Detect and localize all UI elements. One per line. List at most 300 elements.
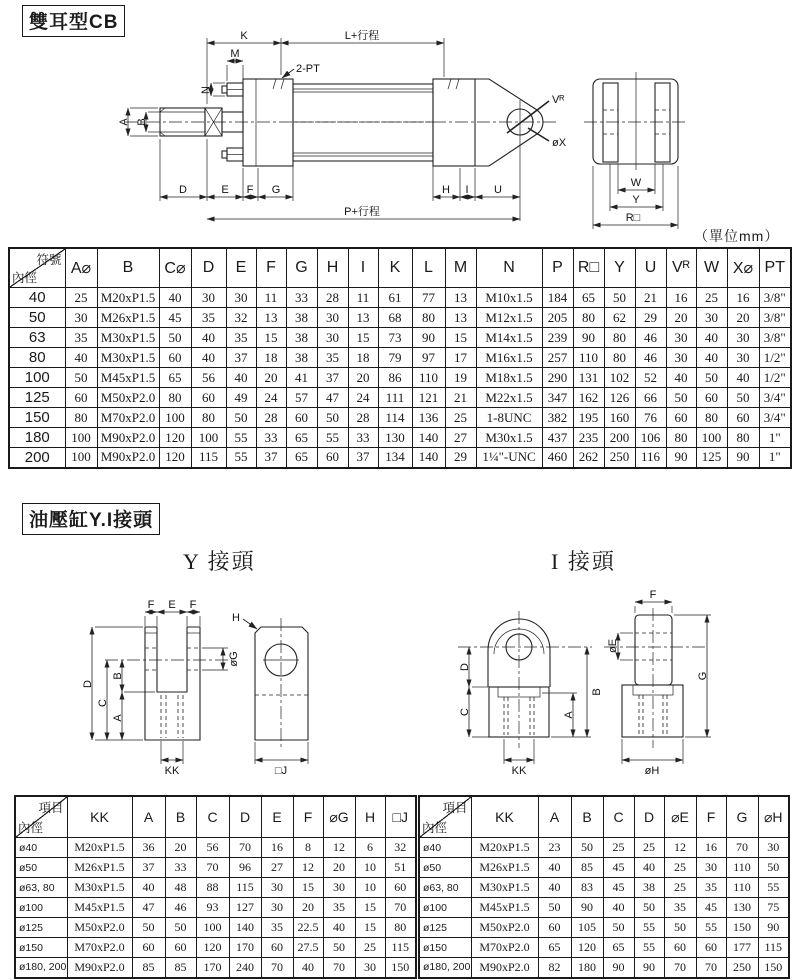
dim-label-oe: øE [607, 638, 619, 654]
cell: M26xP1.5 [67, 858, 132, 878]
cell: 10 [355, 878, 385, 898]
cell: 15 [293, 878, 323, 898]
table-row [419, 838, 789, 858]
cell: 80 [666, 428, 696, 448]
cell: 110 [726, 878, 758, 898]
cell: 126 [604, 388, 635, 408]
cb-side-dimensions [118, 28, 567, 219]
cell: 121 [412, 388, 445, 408]
cell: 90 [412, 328, 445, 348]
cell: M90xP2.0 [97, 448, 159, 468]
cell: 80 [65, 408, 97, 428]
table-row [9, 308, 791, 328]
cell: 73 [378, 328, 412, 348]
table-row [9, 448, 791, 468]
dim-label-g: G [271, 184, 281, 196]
cell: 85 [165, 958, 196, 978]
cell: 40 [293, 958, 323, 978]
cell: 45 [696, 898, 726, 918]
cell: 11 [348, 288, 378, 308]
corner-label-item: 項目 [38, 801, 64, 815]
cell: 30 [226, 288, 256, 308]
cell: 140 [229, 918, 261, 938]
dim-label-f1: F [147, 599, 155, 611]
cell: 70 [664, 958, 696, 978]
y-joint-table [14, 795, 417, 979]
cell: 50 [132, 918, 165, 938]
cell: 3/8" [759, 288, 791, 308]
cell: 3/8" [759, 328, 791, 348]
corner-header [9, 248, 65, 288]
cell: 65 [159, 368, 191, 388]
cell: 38 [286, 308, 317, 328]
cell: 40 [727, 368, 759, 388]
cell: 6 [355, 838, 385, 858]
column-header: B [165, 796, 196, 838]
cell: 50 [664, 918, 696, 938]
cell: M12x1.5 [476, 308, 542, 328]
column-header: F [293, 796, 323, 838]
table-row [15, 898, 416, 918]
cell: 10 [355, 858, 385, 878]
cell: 235 [573, 428, 604, 448]
cell: 13 [445, 288, 476, 308]
dim-label-c: C [97, 699, 109, 707]
cell: 115 [758, 938, 789, 958]
cell: 82 [538, 958, 571, 978]
cell: 20 [293, 898, 323, 918]
cell: 20 [256, 368, 286, 388]
cell: 35 [696, 878, 726, 898]
cell: 250 [604, 448, 635, 468]
table-row [9, 368, 791, 388]
dim-label-kk: KK [164, 765, 180, 777]
cell: 52 [635, 368, 666, 388]
cell: 36 [132, 838, 165, 858]
column-header: B [97, 248, 159, 288]
cell: M70xP2.0 [471, 938, 538, 958]
row-label: 80 [9, 348, 65, 368]
cell: 140 [412, 448, 445, 468]
dim-label-e: E [221, 184, 229, 196]
corner-label-symbol: 符號 [36, 253, 62, 267]
cell: 102 [604, 368, 635, 388]
cell: 100 [696, 428, 727, 448]
cb-side-view [125, 79, 558, 221]
table-row [419, 898, 789, 918]
cell: 100 [159, 408, 191, 428]
table-row [9, 388, 791, 408]
cell: 19 [445, 368, 476, 388]
cell: 25 [696, 288, 727, 308]
cell: 80 [696, 408, 727, 428]
cell: 30 [261, 898, 293, 918]
cell: 35 [226, 328, 256, 348]
cell: 35 [664, 898, 696, 918]
row-label: ø125 [419, 918, 471, 938]
cell: 134 [378, 448, 412, 468]
cell: 290 [542, 368, 573, 388]
cell: M20xP1.5 [97, 288, 159, 308]
column-header: C⌀ [159, 248, 191, 288]
column-header: G [726, 796, 758, 838]
cell: M45xP1.5 [471, 898, 538, 918]
cell: 65 [286, 428, 317, 448]
cell: M10x1.5 [476, 288, 542, 308]
cell: 60 [666, 408, 696, 428]
cell: 170 [196, 958, 229, 978]
cell: 16 [727, 288, 759, 308]
cell: 55 [634, 918, 664, 938]
cell: 106 [635, 428, 666, 448]
cell: 120 [196, 938, 229, 958]
cell: 12 [323, 838, 355, 858]
row-label: ø40 [419, 838, 471, 858]
row-label: 125 [9, 388, 65, 408]
cell: 120 [159, 428, 191, 448]
cell: 33 [165, 858, 196, 878]
cell: 13 [445, 308, 476, 328]
cell: 37 [348, 448, 378, 468]
cell: 15 [355, 898, 385, 918]
cell: 1" [759, 448, 791, 468]
cell: 56 [196, 838, 229, 858]
cell: 111 [378, 388, 412, 408]
table-row [419, 918, 789, 938]
column-header: F [256, 248, 286, 288]
cell: 25 [634, 838, 664, 858]
cell: 24 [256, 388, 286, 408]
dim-label-u: U [494, 184, 502, 196]
column-header: Vᴿ [666, 248, 696, 288]
cell: 37 [256, 448, 286, 468]
cell: 38 [286, 328, 317, 348]
cell: 105 [571, 918, 603, 938]
cell: 184 [542, 288, 573, 308]
cell: 13 [348, 308, 378, 328]
cell: 45 [159, 308, 191, 328]
cell: 56 [191, 368, 226, 388]
cell: 80 [385, 918, 416, 938]
cell: 24 [348, 388, 378, 408]
cell: 30 [696, 858, 726, 878]
row-label: ø50 [419, 858, 471, 878]
row-label: ø100 [419, 898, 471, 918]
cell: 70 [323, 958, 355, 978]
dim-label-a: A [118, 118, 130, 126]
cell: 60 [664, 938, 696, 958]
column-header: M [445, 248, 476, 288]
row-label: ø180, 200 [419, 958, 471, 978]
cell: 45 [603, 878, 634, 898]
column-header: U [635, 248, 666, 288]
cell: 61 [378, 288, 412, 308]
cell: 15 [445, 328, 476, 348]
dim-label-b: B [112, 672, 124, 680]
cell: 70 [696, 958, 726, 978]
cell: 85 [132, 958, 165, 978]
column-header: F [696, 796, 726, 838]
cell: 25 [65, 288, 97, 308]
cell: 90 [727, 448, 759, 468]
column-header: ⌀G [323, 796, 355, 838]
cell: 120 [159, 448, 191, 468]
cell: 90 [603, 958, 634, 978]
cell: M90xP2.0 [97, 428, 159, 448]
cell: 17 [445, 348, 476, 368]
cell: 239 [542, 328, 573, 348]
row-label: ø63, 80 [419, 878, 471, 898]
cell: 86 [378, 368, 412, 388]
cell: 60 [191, 388, 226, 408]
cell: 15 [348, 328, 378, 348]
dim-label-f: F [246, 184, 254, 196]
table-row [419, 938, 789, 958]
cell: M50xP2.0 [67, 918, 132, 938]
table-row [419, 878, 789, 898]
column-header: R□ [573, 248, 604, 288]
cell: 80 [191, 408, 226, 428]
cell: 100 [65, 428, 97, 448]
column-header: P [542, 248, 573, 288]
column-header: KK [471, 796, 538, 838]
cell: 150 [758, 958, 789, 978]
cell: 18 [256, 348, 286, 368]
cell: 90 [758, 918, 789, 938]
cell: 27.5 [293, 938, 323, 958]
cell: 8 [293, 838, 323, 858]
cell: 75 [758, 898, 789, 918]
table-row [15, 838, 416, 858]
cell: 33 [256, 428, 286, 448]
cell: M45xP1.5 [67, 898, 132, 918]
corner-header [419, 796, 471, 838]
cell: 25 [603, 838, 634, 858]
cell: 50 [634, 898, 664, 918]
column-header: PT [759, 248, 791, 288]
cell: 116 [635, 448, 666, 468]
cell: M30xP1.5 [97, 328, 159, 348]
dim-label-a: A [112, 714, 124, 722]
cell: M30xP1.5 [471, 878, 538, 898]
dim-label-r: R□ [625, 212, 641, 224]
cell: 50 [696, 368, 727, 388]
cell: 140 [412, 428, 445, 448]
cell: 130 [726, 898, 758, 918]
column-header: D [229, 796, 261, 838]
cell: 15 [355, 918, 385, 938]
cell: 65 [573, 288, 604, 308]
cell: 80 [573, 308, 604, 328]
cell: 83 [571, 878, 603, 898]
cell: 88 [196, 878, 229, 898]
cell: 46 [635, 348, 666, 368]
column-header: N [476, 248, 542, 288]
cell: 16 [666, 288, 696, 308]
cell: 13 [256, 308, 286, 328]
dim-label-og: øG [228, 651, 240, 667]
cell: 60 [696, 388, 727, 408]
corner-label-bore: 內徑 [12, 271, 38, 285]
cell: 77 [412, 288, 445, 308]
cell: M14x1.5 [476, 328, 542, 348]
column-header: B [571, 796, 603, 838]
dim-label-w: W [630, 177, 642, 189]
cell: 150 [385, 958, 416, 978]
cell: 115 [191, 448, 226, 468]
cell: 1" [759, 428, 791, 448]
cell: 30 [727, 348, 759, 368]
dim-label-j: □J [274, 765, 288, 777]
cell: M45xP1.5 [97, 368, 159, 388]
row-label: 200 [9, 448, 65, 468]
table-row [9, 428, 791, 448]
table-row [15, 918, 416, 938]
corner-label-bore: 內徑 [422, 821, 448, 835]
cell: 79 [378, 348, 412, 368]
cell: 55 [226, 428, 256, 448]
column-header: K [378, 248, 412, 288]
cell: 41 [286, 368, 317, 388]
cell: M26xP1.5 [97, 308, 159, 328]
column-header: □J [385, 796, 416, 838]
cell: 16 [696, 838, 726, 858]
cell: 100 [196, 918, 229, 938]
column-header: I [348, 248, 378, 288]
cell: 29 [445, 448, 476, 468]
cell: 160 [604, 408, 635, 428]
cell: 30 [666, 348, 696, 368]
cell: 40 [65, 348, 97, 368]
dim-label-h: H [232, 612, 240, 624]
row-label: 63 [9, 328, 65, 348]
cell: 1¼"-UNC [476, 448, 542, 468]
cell: 80 [604, 328, 635, 348]
dim-label-m: M [230, 48, 240, 60]
cell: 262 [573, 448, 604, 468]
cell: 27 [445, 428, 476, 448]
cell: 12 [664, 838, 696, 858]
column-header: W [696, 248, 727, 288]
cell: 57 [286, 388, 317, 408]
cell: 40 [538, 858, 571, 878]
cell: 20 [165, 838, 196, 858]
cell: 80 [727, 428, 759, 448]
cell: 27 [261, 858, 293, 878]
cell: 45 [603, 858, 634, 878]
cell: 40 [226, 368, 256, 388]
cell: 62 [604, 308, 635, 328]
cell: 65 [286, 448, 317, 468]
cell: 162 [573, 388, 604, 408]
cell: 97 [412, 348, 445, 368]
cell: 100 [191, 428, 226, 448]
row-label: ø180, 200 [15, 958, 67, 978]
yi-joint-drawing [0, 578, 800, 790]
cell: 70 [261, 958, 293, 978]
dim-label-d: D [179, 184, 187, 196]
cell: 68 [378, 308, 412, 328]
cell: M22x1.5 [476, 388, 542, 408]
cell: 177 [726, 938, 758, 958]
cell: 60 [727, 408, 759, 428]
dim-label-i: I [465, 184, 469, 196]
cell: 40 [696, 328, 727, 348]
section-title-cb: 雙耳型CB [22, 5, 125, 37]
cell: 46 [165, 898, 196, 918]
cell: 50 [538, 898, 571, 918]
cell: 60 [286, 408, 317, 428]
cell: M30x1.5 [476, 428, 542, 448]
cell: 96 [229, 858, 261, 878]
cell: 18 [348, 348, 378, 368]
cell: 150 [726, 918, 758, 938]
column-header: D [634, 796, 664, 838]
cell: 28 [317, 288, 348, 308]
row-label: ø125 [15, 918, 67, 938]
table-row [9, 348, 791, 368]
dim-label-l-stroke: L+行程 [344, 30, 380, 42]
cell: 131 [573, 368, 604, 388]
cell: 40 [191, 348, 226, 368]
cell: 180 [571, 958, 603, 978]
cell: M70xP2.0 [67, 938, 132, 958]
cell: M50xP2.0 [97, 388, 159, 408]
cell: 48 [165, 878, 196, 898]
cell: 50 [165, 918, 196, 938]
cell: 55 [758, 878, 789, 898]
cell: 55 [696, 918, 726, 938]
cell: 100 [65, 448, 97, 468]
cell: 55 [317, 428, 348, 448]
cell: 50 [159, 328, 191, 348]
cell: 50 [571, 838, 603, 858]
cell: 40 [634, 858, 664, 878]
i-joint-side-view [604, 589, 711, 777]
table-row [15, 958, 416, 978]
cell: 93 [196, 898, 229, 918]
cell: 40 [666, 368, 696, 388]
cell: 90 [634, 958, 664, 978]
cell: 35 [317, 348, 348, 368]
dim-label-g: G [697, 671, 709, 681]
table-row [419, 958, 789, 978]
cell: 60 [317, 448, 348, 468]
cell: 60 [538, 918, 571, 938]
unit-label: （單位mm） [694, 228, 780, 244]
dim-label-oh: øH [644, 765, 660, 777]
cell: 21 [635, 288, 666, 308]
cell: M20xP1.5 [67, 838, 132, 858]
row-label: ø40 [15, 838, 67, 858]
cell: 127 [229, 898, 261, 918]
cell: 50 [317, 408, 348, 428]
row-label: 180 [9, 428, 65, 448]
y-joint-heading: Y 接頭 [183, 549, 256, 574]
cell: M30xP1.5 [97, 348, 159, 368]
i-joint-heading: I 接頭 [551, 549, 616, 574]
column-header: C [603, 796, 634, 838]
cell: 29 [635, 308, 666, 328]
cell: 28 [256, 408, 286, 428]
column-header: H [355, 796, 385, 838]
cell: 40 [323, 918, 355, 938]
cell: 1/2" [759, 348, 791, 368]
cell: 70 [385, 898, 416, 918]
corner-label-item: 項目 [442, 801, 468, 815]
dim-label-e: E [168, 599, 176, 611]
column-header: KK [67, 796, 132, 838]
